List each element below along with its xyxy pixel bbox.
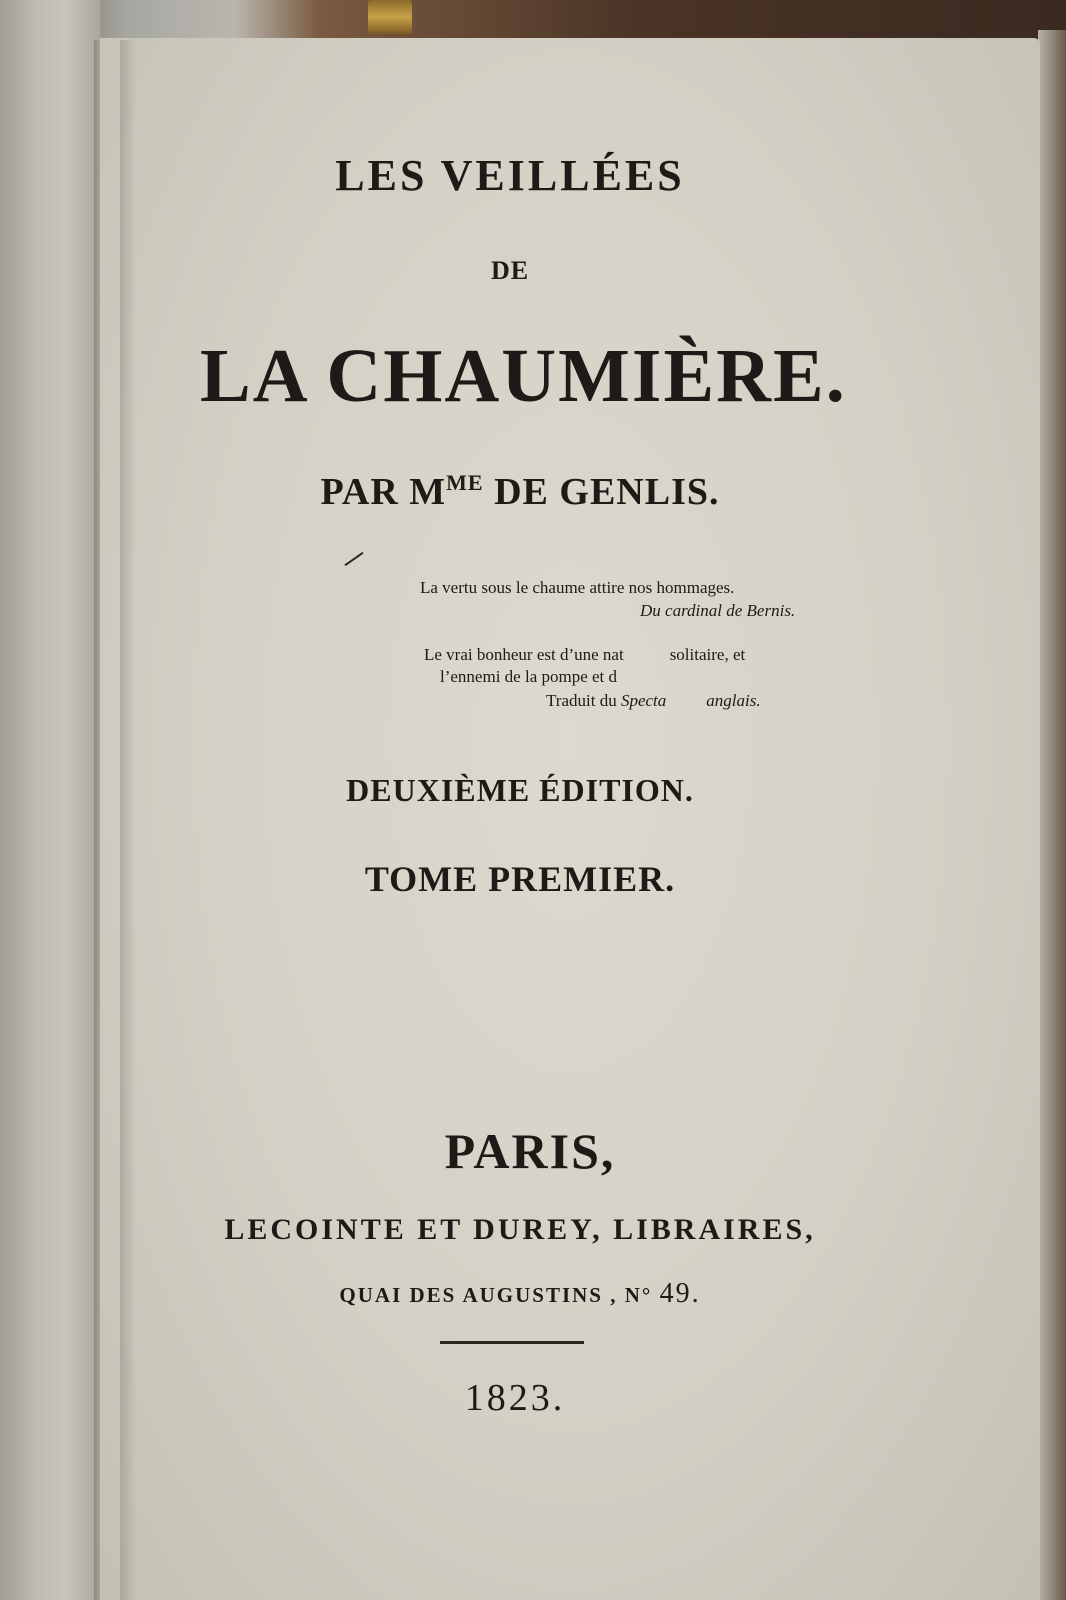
imprint-publisher: LECOINTE ET DUREY, LIBRAIRES, (224, 1213, 816, 1246)
epigraph-2-source-suffix: anglais. (706, 691, 761, 710)
epigraph-2-part-2: solitaire, et (669, 645, 746, 664)
address-number: 49. (659, 1278, 701, 1309)
page-gutter (120, 40, 136, 1600)
book-cover-edge (1038, 30, 1066, 1600)
author-superscript: ME (446, 470, 484, 495)
epigraph-2-source-italic: Specta (620, 691, 667, 710)
author-line (280, 470, 760, 514)
volume-label: TOME PREMIER. (364, 859, 676, 899)
epigraph-2-line-2: l’ennemi de la pompe et d (440, 667, 618, 686)
epigraph-2-part-1: Le vrai bonheur est d’une nat (424, 645, 624, 664)
imprint-year: 1823. (464, 1377, 566, 1419)
imprint-address (280, 1278, 760, 1310)
address-text: QUAI DES AUGUSTINS , N° (339, 1283, 660, 1307)
title-line-2: DE (490, 256, 530, 285)
author-name: DE GENLIS. (483, 471, 720, 513)
book-spine-gilding (368, 0, 412, 34)
epigraph-2-source-prefix: Traduit du (546, 691, 621, 710)
title-line-1: LES VEILLÉES (335, 151, 685, 200)
divider-rule (440, 1341, 584, 1344)
epigraph-2-line-1 (424, 645, 745, 665)
imprint-city: PARIS, (444, 1123, 616, 1179)
epigraph-2-source (546, 691, 761, 711)
facing-page (0, 0, 100, 1600)
author-prefix: PAR M (320, 471, 447, 513)
edition-label: DEUXIÈME ÉDITION. (346, 772, 694, 808)
epigraph-1-source: Du cardinal de Bernis. (640, 601, 796, 620)
epigraph-1-quote: La vertu sous le chaume attire nos hommages. (420, 578, 735, 597)
title-line-3: LA CHAUMIÈRE. (200, 334, 847, 418)
title-page (100, 38, 1040, 1600)
